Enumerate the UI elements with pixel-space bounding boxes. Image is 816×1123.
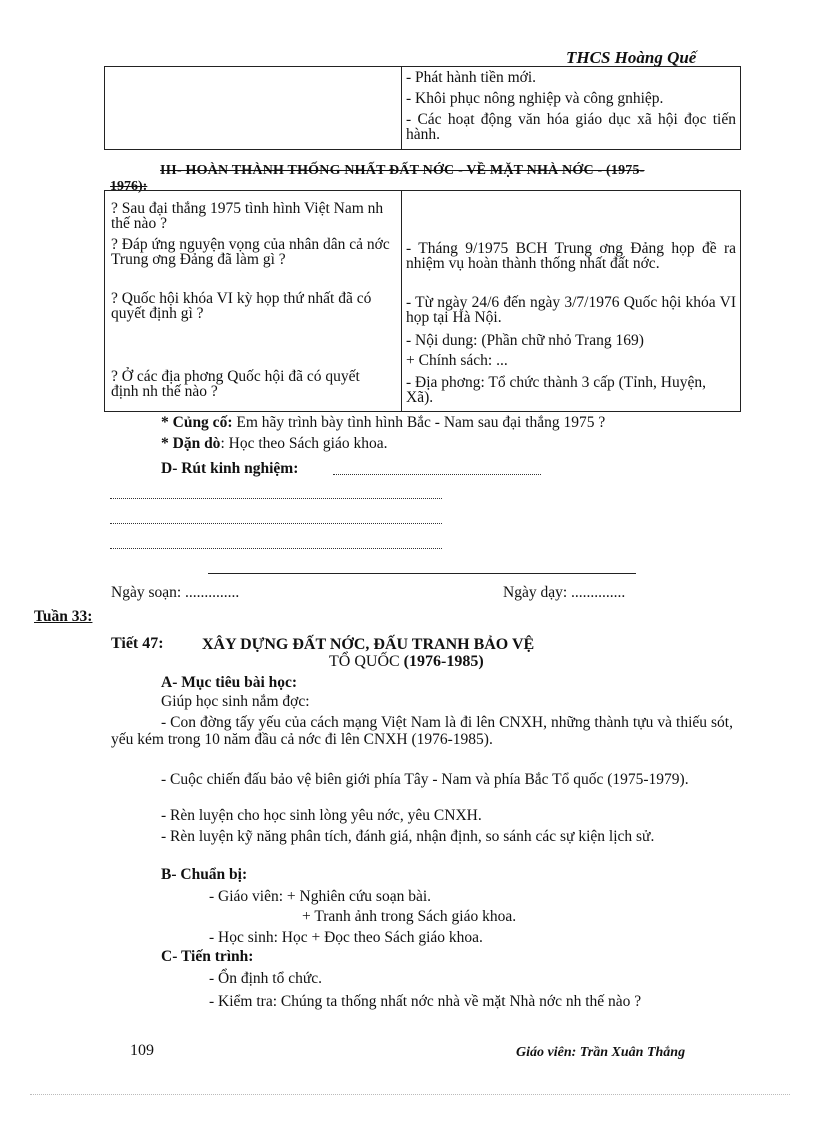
dotted-line [110, 523, 442, 524]
objective-4: - Rèn luyện kỹ năng phân tích, đánh giá, nhận định, so sánh các sự kiện lịch sử. [161, 828, 655, 845]
dando-text: : Học theo Sách giáo khoa. [220, 435, 388, 452]
answer-3: - Nội dung: (Phần chữ nhỏ Trang 169) [406, 332, 644, 349]
section3-heading: III- HOÀN THÀNH THỐNG NHẤT ĐẤT NỚC - VỀ MẶT NHÀ NỚC - (1975- [160, 163, 645, 178]
rut-kinh-nghiem-label: D- Rút kinh nghiệm: [161, 460, 299, 477]
cungco-line [161, 414, 605, 431]
table1-left-cell [105, 67, 402, 150]
tien-trinh-1: - Ổn định tổ chức. [209, 970, 323, 987]
dando-line [161, 435, 387, 452]
lesson-title-2 [329, 653, 484, 670]
tien-trinh-2: - Kiểm tra: Chúng ta thống nhất nớc nhà về mặt Nhà nớc nh thế nào ? [209, 993, 642, 1010]
dotted-line [333, 474, 541, 475]
table1-line: - Phát hành tiền mới. [406, 69, 537, 86]
answer-5: - Địa phơng: Tổ chức thành 3 cấp (Tỉnh, Huyện, Xã). [406, 374, 706, 406]
section3-heading-cont: 1976): [110, 179, 148, 194]
teacher-name: Giáo viên: Trần Xuân Thắng [516, 1045, 686, 1060]
tiet-label: Tiết 47: [111, 635, 164, 652]
giao-vien-2: + Tranh ảnh trong Sách giáo khoa. [302, 908, 517, 925]
question-4: ? Ở các địa phơng Quốc hội đã có quyết định nh thế nào ? [111, 368, 360, 400]
table1-line: - Khôi phục nông nghiệp và công gnhiệp. [406, 90, 664, 107]
ngay-soan: Ngày soạn: .............. [111, 584, 240, 601]
page-number: 109 [130, 1042, 154, 1059]
answer-1: - Tháng 9/1975 BCH Trung ơng Đảng họp đề ra nhiệm vụ hoàn thành thống nhất đất nớc. [406, 240, 736, 272]
page-bottom-border [30, 1094, 790, 1095]
table2-questions [105, 191, 402, 412]
dotted-line [110, 548, 442, 549]
table1-right-cell [402, 67, 741, 150]
dando-label: * Dặn dò [161, 435, 221, 452]
answer-2: - Từ ngày 24/6 đến ngày 3/7/1976 Quốc hội khóa VI họp tại Hà Nội. [406, 294, 736, 326]
table2-answers [402, 191, 741, 412]
table1-line: - Các hoạt động văn hóa giáo dục xã hội đọc tiến hành. [406, 111, 736, 143]
objective-3: - Rèn luyện cho học sinh lòng yêu nớc, yêu CNXH. [161, 807, 482, 824]
question-2: ? Đáp ứng nguyện vọng của nhân dân cả nớc Trung ơng Đảng đã làm gì ? [111, 236, 390, 268]
muc-tieu-heading: A- Mục tiêu bài học: [161, 674, 298, 691]
giao-vien-1: - Giáo viên: + Nghiên cứu soạn bài. [209, 888, 432, 905]
hoc-sinh: - Học sinh: Học + Đọc theo Sách giáo khoa. [209, 929, 483, 946]
answer-4: + Chính sách: ... [406, 352, 508, 369]
tien-trinh-heading: C- Tiến trình: [161, 948, 254, 965]
table-continuation [104, 66, 741, 150]
lesson-title-2a: TỔ QUỐC [329, 653, 400, 670]
dotted-line [110, 498, 442, 499]
objective-1: - Con đờng tấy yếu của cách mạng Việt Nam là đi lên CNXH, những thành tựu và thiếu sót, yếu kém trong 10 năm đầu cả nớc đi lên CNXH (1976-1985). [111, 714, 733, 748]
question-1: ? Sau đại thắng 1975 tình hình Việt Nam nh thế nào ? [111, 200, 384, 232]
cungco-text: Em hãy trình bày tình hình Bắc - Nam sau đại thắng 1975 ? [232, 414, 606, 431]
question-3: ? Quốc hội khóa VI kỳ họp thứ nhất đã có quyết định gì ? [111, 290, 372, 322]
cungco-label: * Củng cố: [161, 414, 233, 431]
ngay-day: Ngày dạy: .............. [503, 584, 626, 601]
intro-line: Giúp học sinh nắm đợc: [161, 693, 310, 710]
lesson-title-years: (1976-1985) [399, 653, 484, 670]
lesson-title-1: XÂY DỰNG ĐẤT NỚC, ĐẤU TRANH BẢO VỆ [202, 636, 535, 653]
chuan-bi-heading: B- Chuẩn bị: [161, 866, 248, 883]
school-name: THCS Hoàng Quế [566, 48, 697, 67]
table-qa [104, 190, 741, 412]
separator-rule [208, 573, 636, 574]
tuan-label: Tuần 33: [34, 608, 93, 625]
objective-2: - Cuộc chiến đấu bảo vệ biên giới phía Tây - Nam và phía Bắc Tổ quốc (1975-1979). [161, 771, 689, 788]
